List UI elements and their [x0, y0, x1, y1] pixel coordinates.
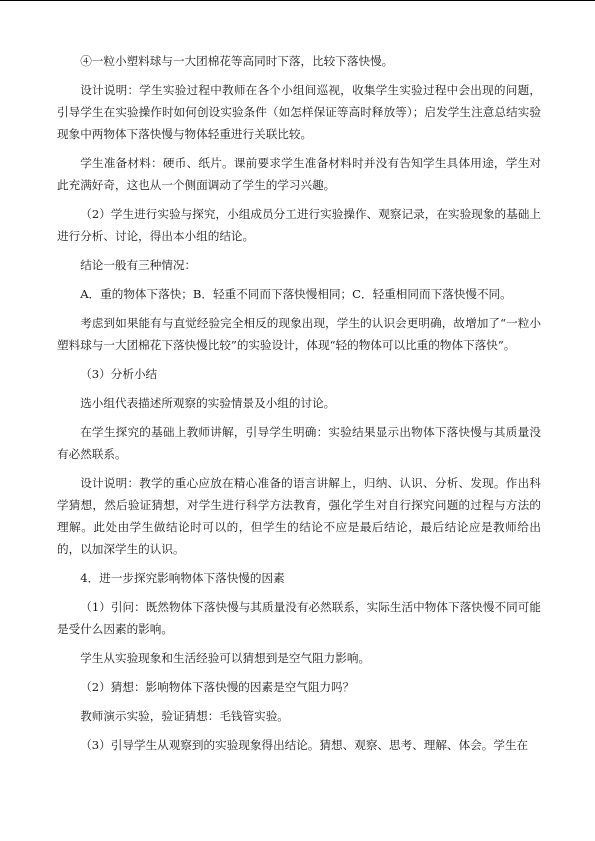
paragraph-experiment-4: ④一粒小塑料球与一大团棉花等高同时下落，比较下落快慢。 [80, 54, 394, 68]
paragraph-step-3-conclusion: （3）引导学生从观察到的实验现象得出结论。猜想、观察、思考、理解、体会。学生在 [80, 738, 529, 752]
paragraph-demo: 教师演示实验，验证猜想：毛钱管实验。 [80, 709, 289, 723]
paragraph-group-report: 选小组代表描述所观察的实验情景及小组的讨论。 [80, 396, 336, 410]
paragraph-teacher-explain: 在学生探究的基础上教师讲解，引导学生明确：实验结果显示出物体下落快慢与其质量没有必然联系。 [57, 425, 541, 461]
page-top-border [0, 0, 595, 1]
paragraph-conclusion-intro: 结论一般有三种情况： [80, 258, 197, 272]
paragraph-step-3-heading: （3）分析小结 [80, 367, 158, 381]
paragraph-question: （1）引问：既然物体下落快慢与其质量没有必然联系，实际生活中物体下落快慢不同可能是受什么因素的影响。 [57, 600, 541, 636]
paragraph-conclusion-options: A．重的物体下落快；B．轻重不同而下落快慢相同；C．轻重相同而下落快慢不同。 [80, 287, 512, 301]
paragraph-step-2-experiment: （2）学生进行实验与探究，小组成员分工进行实验操作、观察记录，在实验现象的基础上进行分析、讨论，得出本小组的结论。 [57, 207, 541, 243]
paragraph-hypothesis-source: 学生从实验现象和生活经验可以猜想到是空气阻力影响。 [80, 651, 371, 665]
paragraph-design-rationale: 考虑到如果能有与直觉经验完全相反的现象出现，学生的认识会更明确，故增加了“一粒小塑料球与一大团棉花下落快慢比较”的实验设计，体现“轻的物体可以比重的物体下落快”。 [57, 316, 541, 352]
paragraph-student-materials: 学生准备材料：硬币、纸片。课前要求学生准备材料时并没有告知学生具体用途，学生对此充满好奇，这也从一个侧面调动了学生的学习兴趣。 [57, 156, 541, 192]
document-body [57, 50, 541, 763]
section-heading-4: 4．进一步探究影响物体下落快慢的因素 [80, 571, 285, 585]
paragraph-hypothesis: （2）猜想：影响物体下落快慢的因素是空气阻力吗？ [80, 680, 355, 694]
paragraph-design-note-2: 设计说明：教学的重心应放在精心准备的语言讲解上，归纳、认识、分析、发现。作出科学猜想，然后验证猜想，对学生进行科学方法教育，强化学生对自行探究问题的过程与方法的理解。此处由学生做结论时可以的，但学生的结论不应是最后结论，最后结论应是教师给出的，以加深学生的认识。 [57, 476, 541, 556]
paragraph-design-note-1: 设计说明：学生实验过程中教师在各个小组间巡视，收集学生实验过程中会出现的问题，引导学生在实验操作时如何创设实验条件（如怎样保证等高时释放等）；启发学生注意总结实验现象中两物体下落快慢与物体轻重进行关联比较。 [57, 83, 541, 141]
